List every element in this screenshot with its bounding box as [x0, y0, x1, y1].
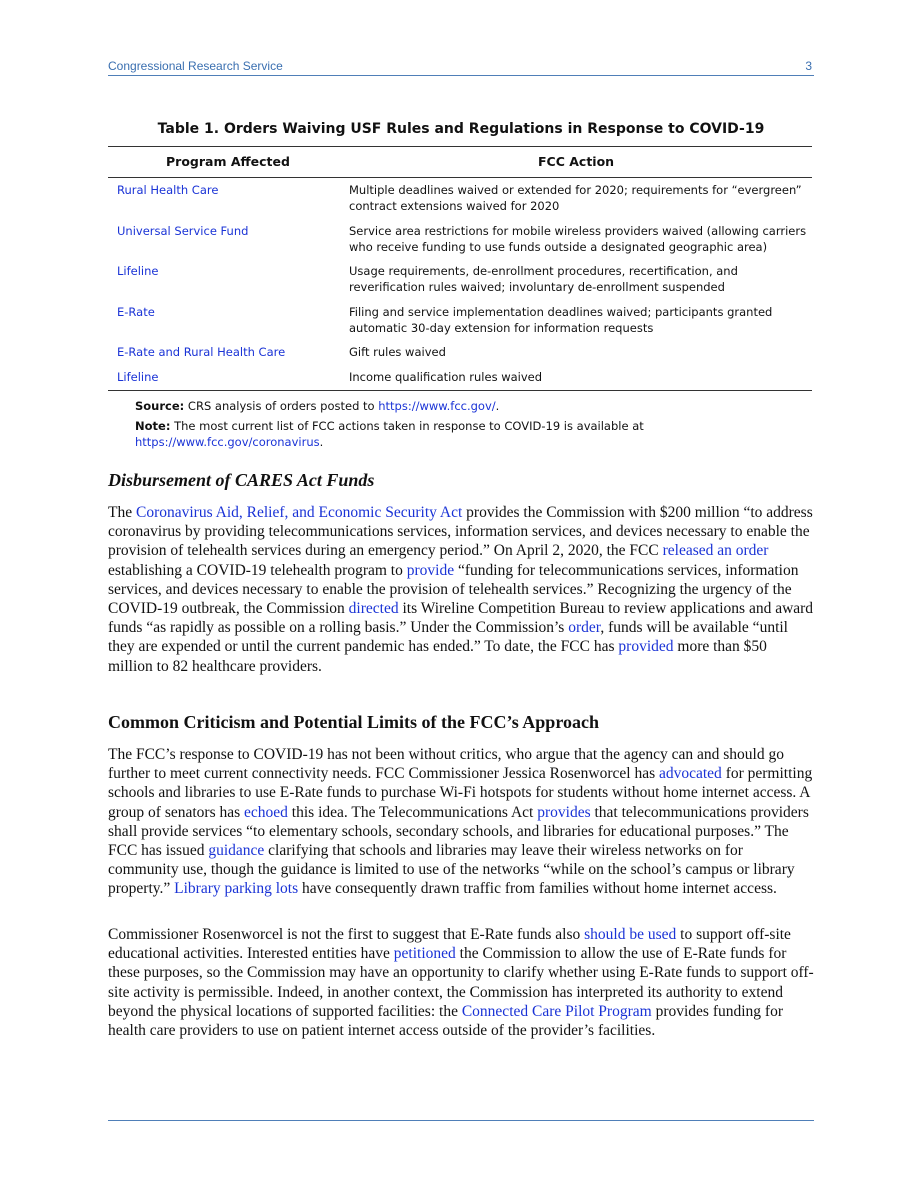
section-heading-criticism: Common Criticism and Potential Limits of the FCC’s Approach — [108, 712, 599, 732]
inline-link[interactable]: advocated — [658, 765, 722, 783]
fcc-action-cell: Filing and service implementation deadlines waived; participants granted automatic 30-day extension for information requests — [349, 304, 773, 335]
page-number: 3 — [805, 59, 812, 73]
note-link[interactable]: https://www.fcc.gov/coronavirus — [135, 435, 320, 449]
text-run: establishing a COVID-19 telehealth program to — [108, 561, 407, 579]
table-row — [108, 263, 812, 295]
table-row — [108, 223, 812, 255]
header-org: Congressional Research Service — [108, 59, 283, 73]
text-run: provides funding for health care providers to use on patient internet access outside of the provider’s facilities. — [108, 1002, 783, 1040]
inline-link[interactable]: Connected Care Pilot Program — [461, 1002, 652, 1020]
text-run: for permitting schools and libraries to use E-Rate funds to purchase Wi-Fi hotspots for students without home internet access. A group of senators has — [108, 765, 813, 821]
text-run: , funds will be available “until they are expended or until the current pandemic has ended.” To date, the FCC has — [108, 619, 788, 656]
note — [135, 418, 795, 450]
inline-link[interactable]: provides — [537, 803, 591, 821]
source-text: CRS analysis of orders posted to — [187, 399, 375, 413]
inline-link[interactable]: provided — [618, 638, 674, 656]
program-link[interactable]: E-Rate — [117, 304, 155, 319]
text-run: Commissioner Rosenworcel is not the first to suggest that E-Rate funds also — [108, 926, 585, 943]
inline-link[interactable]: Coronavirus Aid, Relief, and Economic Security Act — [135, 504, 463, 521]
text-run: that telecommunications providers shall provide services “to elementary schools, secondary schools, and libraries for educational purposes.” The FCC has issued — [108, 803, 809, 860]
fcc-action-cell: Gift rules waived — [349, 345, 446, 359]
inline-link[interactable]: Library parking lots — [174, 880, 299, 898]
table-row — [108, 182, 812, 214]
orders-table — [108, 146, 812, 391]
program-link[interactable]: Rural Health Care — [117, 183, 219, 197]
source-end: . — [495, 399, 500, 413]
table-header — [108, 147, 812, 178]
source-note — [135, 398, 795, 414]
paragraph-cares — [108, 503, 814, 676]
inline-link[interactable]: guidance — [208, 842, 265, 860]
program-link[interactable]: Lifeline — [117, 264, 159, 278]
table-notes — [135, 398, 795, 450]
table-row — [108, 369, 812, 385]
table-row — [108, 344, 812, 360]
text-run: clarifying that schools and libraries may leave their wireless networks on for community use, though the guidance is limited to use of the networks “while on the school’s campus or library property.” — [108, 842, 795, 898]
text-run: provides the Commission with $200 million “to address coronavirus by providing telecommunications services, information services, and devices necessary to enable the provision of telehealth services during an emergency period.” On April 2, 2020, the FCC — [108, 504, 813, 560]
table-body — [108, 178, 812, 390]
text-run: “funding for telecommunications services, information services, and devices necessary to enable the provision of telehealth services.” Recognizing the urgency of the COVID-19 outbreak, the Commission — [108, 561, 799, 618]
note-label: Note: — [135, 419, 171, 433]
paragraph-criticism — [108, 745, 814, 899]
text-run: The — [108, 504, 136, 521]
text-run: The FCC’s response to COVID-19 has not been without critics, who argue that the agency can and should go further to meet current connectivity needs. FCC Commissioner Jessica Rosenworcel has — [108, 746, 784, 783]
text-run: its Wireline Competition Bureau to review applications and award funds “as rapidly as possible on a rolling basis.” Under the Commission’s — [108, 600, 814, 637]
program-link[interactable]: Lifeline — [117, 369, 159, 384]
fcc-action-cell: Service area restrictions for mobile wireless providers waived (allowing carriers who receive funding to use funds outside a designated geographic area) — [349, 223, 807, 254]
fcc-action-cell: Income qualification rules waived — [349, 369, 543, 384]
inline-link[interactable]: order — [568, 619, 601, 637]
page-header — [108, 57, 814, 76]
text-run: more than $50 million to 82 healthcare providers. — [108, 638, 767, 675]
inline-link[interactable]: released an order — [662, 542, 769, 560]
program-link[interactable]: Universal Service Fund — [117, 223, 249, 238]
text-run: this idea. The Telecommunications Act — [287, 803, 538, 821]
fcc-action-cell: Multiple deadlines waived or extended for 2020; requirements for “evergreen” contract extensions waived for 2020 — [349, 183, 802, 213]
footer-rule — [108, 1120, 814, 1121]
column-header-action: FCC Action — [538, 154, 615, 169]
section-heading-cares: Disbursement of CARES Act Funds — [108, 470, 375, 490]
inline-link[interactable]: directed — [348, 600, 399, 618]
source-link[interactable]: https://www.fcc.gov/ — [378, 399, 496, 413]
text-run: to support off-site educational activities. Interested entities have — [108, 926, 791, 963]
text-run: the Commission to allow the use of E-Rate funds for these purposes, so the Commission may have an opportunity to clarify whether using E-Rate funds to support off-site activity is permissible. Indeed, in another context, the Commission has interpreted its authority to extend beyond the physical locations of supported facilities: the — [108, 945, 814, 1020]
table-title: Table 1. Orders Waiving USF Rules and Regulations in Response to COVID-19 — [157, 121, 765, 137]
inline-link[interactable]: should be used — [584, 926, 677, 943]
inline-link[interactable]: petitioned — [393, 945, 456, 963]
note-end: . — [319, 435, 324, 449]
inline-link[interactable]: provide — [406, 561, 455, 579]
inline-link[interactable]: echoed — [244, 803, 288, 821]
text-run: have consequently drawn traffic from families without home internet access. — [298, 880, 777, 898]
fcc-action-cell: Usage requirements, de-enrollment procedures, recertification, and reverification rules waived; involuntary de-enrollment suspended — [349, 264, 738, 294]
note-text: The most current list of FCC actions taken in response to COVID-19 is available at — [174, 419, 644, 433]
table-row — [108, 304, 812, 336]
column-header-program: Program Affected — [166, 154, 290, 169]
source-label: Source: — [135, 399, 185, 413]
program-link[interactable]: E-Rate and Rural Health Care — [117, 345, 286, 359]
paragraph-rosenworcel — [108, 925, 814, 1040]
